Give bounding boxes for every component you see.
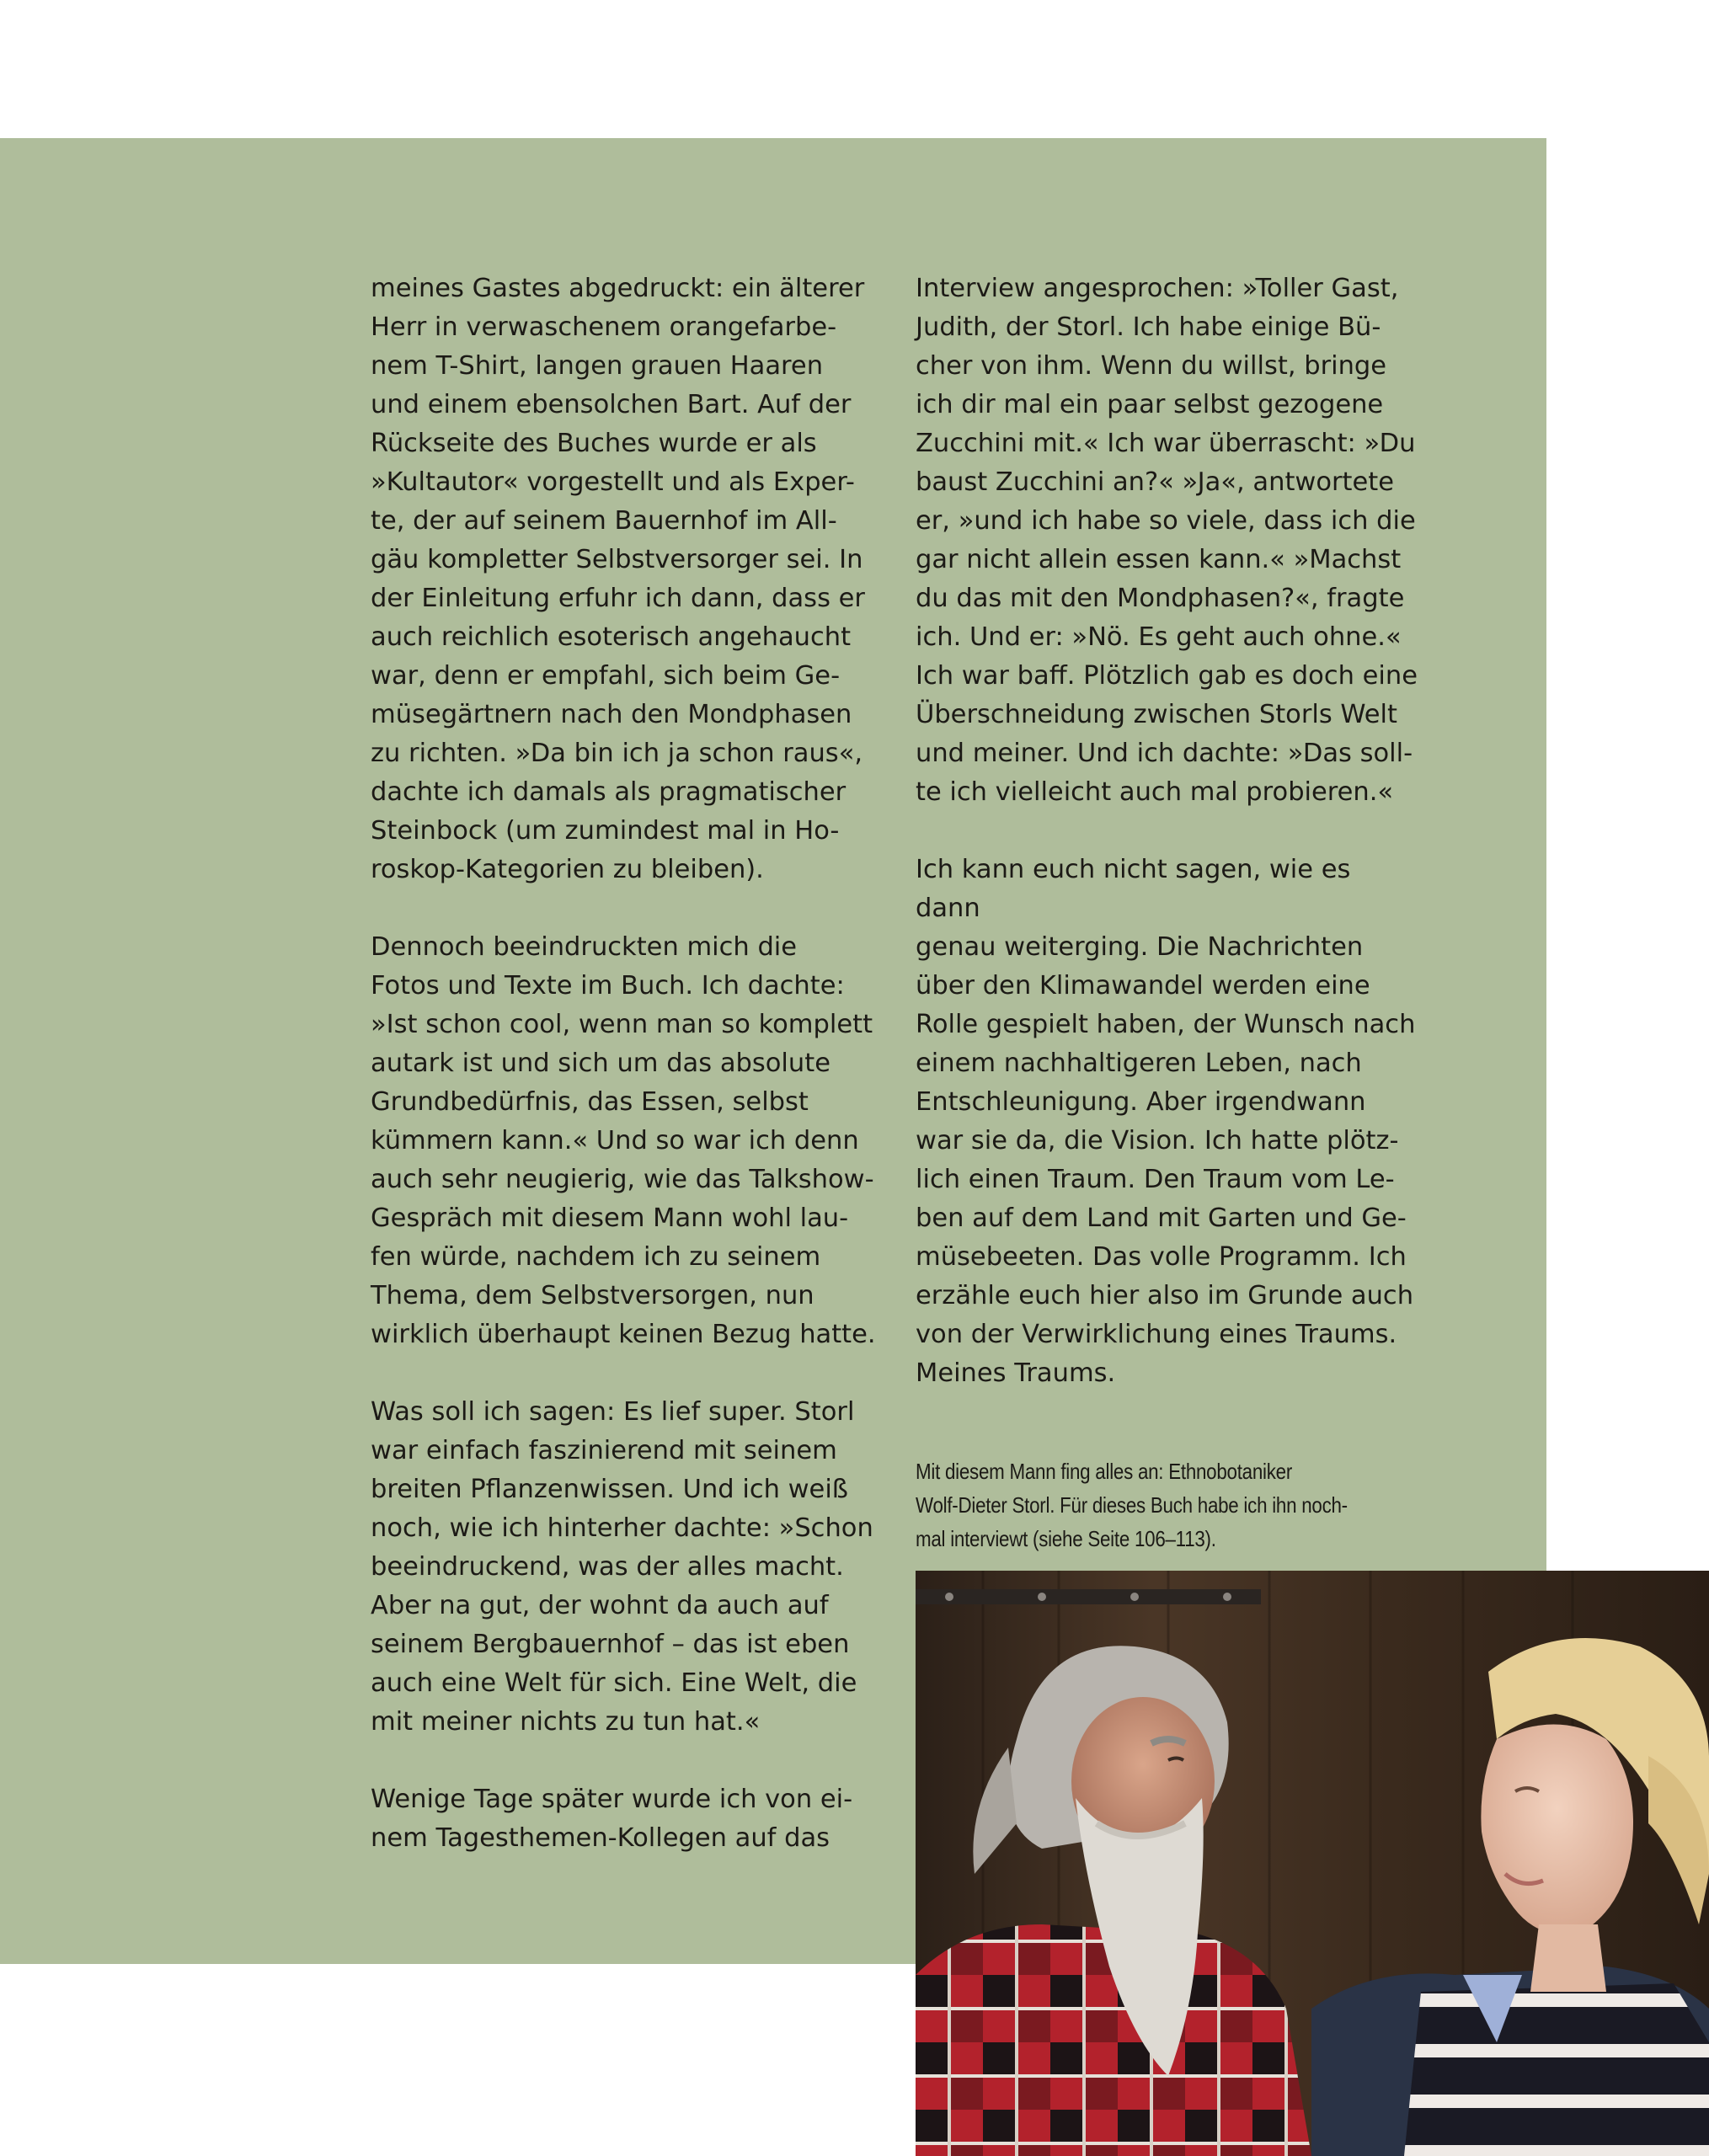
right-text-column <box>916 270 1421 1432</box>
left-text-column <box>371 270 876 1897</box>
photo-caption: Mit diesem Mann fing alles an: Ethnobotaniker Wolf-Dieter Storl. Für dieses Buch habe ich ihn noch- mal interviewt (siehe Seite 106–113). <box>916 1459 1348 1551</box>
paragraph: meines Gastes abgedruckt: ein älterer Herr in verwaschenem orangefarbe- nem T-Shirt, langen grauen Haaren und einem ebensolchen Bart. Auf der Rückseite des Buches wurde er als »Kultautor« vorgestellt und als Exper- te, der auf seinem Bauernhof im All- gäu kompletter Selbstversorger sei. In der Einleitung erfuhr ich dann, dass er auch reichlich esoterisch angehaucht war, denn er empfahl, sich beim Ge- müsegärtnern nach den Mondphasen zu richten. »Da bin ich ja schon raus«, dachte ich damals als pragmatischer Steinbock (um zumindest mal in Ho- roskop-Kategorien zu bleiben). <box>371 274 865 884</box>
paragraph: Wenige Tage später wurde ich von ei- nem Tagesthemen-Kollegen auf das <box>371 1785 853 1853</box>
paragraph: Ich kann euch nicht sagen, wie es dann genau weiterging. Die Nachrichten über den Klimawandel werden eine Rolle gespielt haben, der Wunsch nach einem nachhaltigeren Leben, nach Entschleunigung. Aber irgendwann war sie da, die Vision. Ich hatte plötz- lich einen Traum. Den Traum vom Le- ben auf dem Land mit Garten und Ge- müsebeeten. Das volle Programm. Ich erzähle euch hier also im Grunde auch von der Verwirklichung eines Traums. Meines Traums. <box>916 855 1416 1388</box>
paragraph: Dennoch beeindruckten mich die Fotos und Texte im Buch. Ich dachte: »Ist schon cool, wenn man so komplett autark ist und sich um das absolute Grundbedürfnis, das Essen, selbst kümmern kann.« Und so war ich denn auch sehr neugierig, wie das Talkshow- Gespräch mit diesem Mann wohl lau- fen würde, nachdem ich zu seinem Thema, dem Selbstversorgen, nun wirklich überhaupt keinen Bezug hatte. <box>371 932 876 1349</box>
paragraph: Interview angesprochen: »Toller Gast, Judith, der Storl. Ich habe einige Bü- cher von ihm. Wenn du willst, bringe ich dir mal ein paar selbst gezogene Zucchini mit.« Ich war überrascht: »Du baust Zucchini an?« »Ja«, antwortete er, »und ich habe so viele, dass ich die gar nicht allein essen kann.« »Machst du das mit den Mondphasen?«, fragte ich. Und er: »Nö. Es geht auch ohne.« Ich war baff. Plötzlich gab es doch eine Überschneidung zwischen Storls Welt und meiner. Und ich dachte: »Das soll- te ich vielleicht auch mal probieren.« <box>916 274 1418 807</box>
paragraph: Was soll ich sagen: Es lief super. Storl war einfach faszinierend mit seinem breiten Pflanzenwissen. Und ich weiß noch, wie ich hinterher dachte: »Schon beeindruckend, was der alles macht. Aber na gut, der wohnt da auch auf seinem Bergbauernhof – das ist eben auch eine Welt für sich. Eine Welt, die mit meiner nichts zu tun hat.« <box>371 1397 873 1737</box>
photo-storl-and-author <box>916 1571 1709 2156</box>
